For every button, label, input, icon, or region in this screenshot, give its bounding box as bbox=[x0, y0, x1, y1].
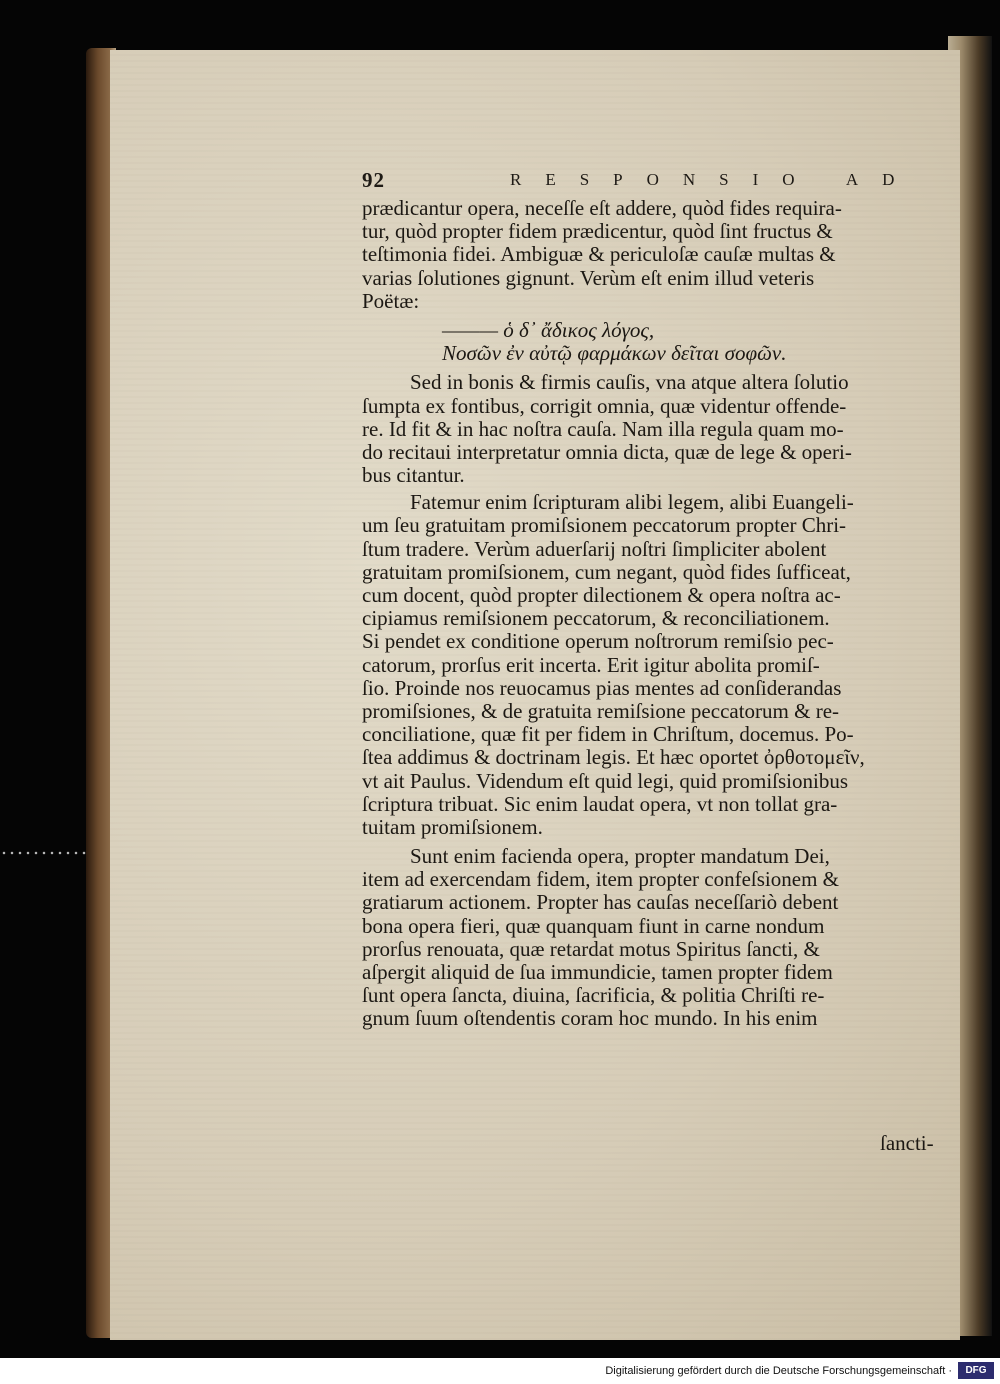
text-line: item ad exercendam fidem, item propter confeſsionem & bbox=[362, 867, 839, 892]
running-head bbox=[362, 168, 962, 198]
text-line: re. Id fit & in hac noſtra cauſa. Nam illa regula quam mo- bbox=[362, 416, 844, 441]
funding-credit: Digitalisierung gefördert durch die Deutsche Forschungsgemeinschaft · bbox=[605, 1365, 952, 1377]
text-line: ſio. Proinde nos reuocamus pias mentes ad conſiderandas bbox=[362, 675, 842, 700]
text-line: catorum, prorſus erit incerta. Erit igitur abolita promiſ- bbox=[362, 652, 820, 677]
text-line: ſunt opera ſancta, diuina, ſacrificia, & politia Chriſti re- bbox=[362, 983, 825, 1008]
text-line: prorſus renouata, quæ retardat motus Spiritus ſancti, & bbox=[362, 936, 820, 961]
text-line: ſcriptura tribuat. Sic enim laudat opera, vt non tollat gra- bbox=[362, 791, 838, 816]
greek-quote-line: ——— ὁ δ᾽ ἄδικος λόγος, bbox=[442, 317, 655, 342]
text-line: varias ſolutiones gignunt. Verùm eſt enim illud veteris bbox=[362, 265, 815, 290]
text-line: do recitaui interpretatur omnia dicta, quæ de lege & operi- bbox=[362, 439, 852, 464]
text-line: Si pendet ex conditione operum noſtrorum remiſsio pec- bbox=[362, 629, 834, 654]
text-line: prædicantur opera, neceſſe eſt addere, quòd fides requira- bbox=[362, 196, 842, 220]
text-line: cum docent, quòd propter dilectionem & opera noſtra ac- bbox=[362, 583, 841, 607]
text-line: bus citantur. bbox=[362, 463, 465, 488]
text-line: tur, quòd propter fidem prædicentur, quòd ſint fructus & bbox=[362, 219, 833, 244]
greek-quote-line: Νοσῶν ἐν αὐτῷ φαρμάκων δεῖται σοφῶν. bbox=[442, 341, 787, 366]
text-line: ſtum tradere. Verùm aduerſarij noſtri ſimpliciter abolent bbox=[362, 536, 827, 561]
text-line: Poëtæ: bbox=[362, 288, 420, 313]
running-title: RESPONSIO AD bbox=[510, 170, 919, 189]
page-number: 92 bbox=[362, 168, 385, 192]
text-line: ſumpta ex fontibus, corrigit omnia, quæ videntur offende- bbox=[362, 393, 847, 418]
text-line: gratiarum actionem. Propter has cauſas neceſſariò debent bbox=[362, 890, 839, 915]
text-line: um ſeu gratuitam promiſsionem peccatorum propter Chri- bbox=[362, 513, 847, 538]
text-line: tuitam promiſsionem. bbox=[362, 814, 543, 839]
text-line: promiſsiones, & de gratuita remiſsione peccatorum & re- bbox=[362, 698, 840, 723]
text-line: conciliatione, quæ fit per fidem in Chriſtum, docemus. Po- bbox=[362, 722, 854, 747]
body-text bbox=[362, 197, 967, 1031]
paragraph-start: Sed in bonis & firmis cauſis, vna atque altera ſolutio bbox=[410, 370, 849, 395]
text-line: vt ait Paulus. Videndum eſt quid legi, quid promiſsionibus bbox=[362, 768, 849, 793]
text-line: gnum ſuum oſtendentis coram hoc mundo. In his enim bbox=[362, 1006, 818, 1031]
text-line: aſpergit aliquid de ſua immundicie, tamen propter fidem bbox=[362, 960, 833, 984]
text-line: gratuitam promiſsionem, cum negant, quòd fides ſufficeat, bbox=[362, 559, 851, 584]
footer-bar bbox=[0, 1358, 1000, 1384]
paragraph-start: Fatemur enim ſcripturam alibi legem, alibi Euangeli- bbox=[410, 490, 854, 515]
text-line: teſtimonia fidei. Ambiguæ & periculoſæ cauſæ multas & bbox=[362, 242, 836, 267]
text-line: bona opera fieri, quæ quanquam fiunt in carne nondum bbox=[362, 913, 825, 938]
paragraph-start: Sunt enim facienda opera, propter mandatum Dei, bbox=[410, 844, 830, 869]
scanner-dots bbox=[0, 848, 92, 858]
dfg-logo: DFG bbox=[958, 1362, 994, 1379]
catchword: ſancti- bbox=[880, 1131, 934, 1155]
text-line: ſtea addimus & doctrinam legis. Et hæc oportet ὀρθοτομεῖν, bbox=[362, 745, 865, 770]
text-line: cipiamus remiſsionem peccatorum, & reconciliationem. bbox=[362, 606, 830, 631]
